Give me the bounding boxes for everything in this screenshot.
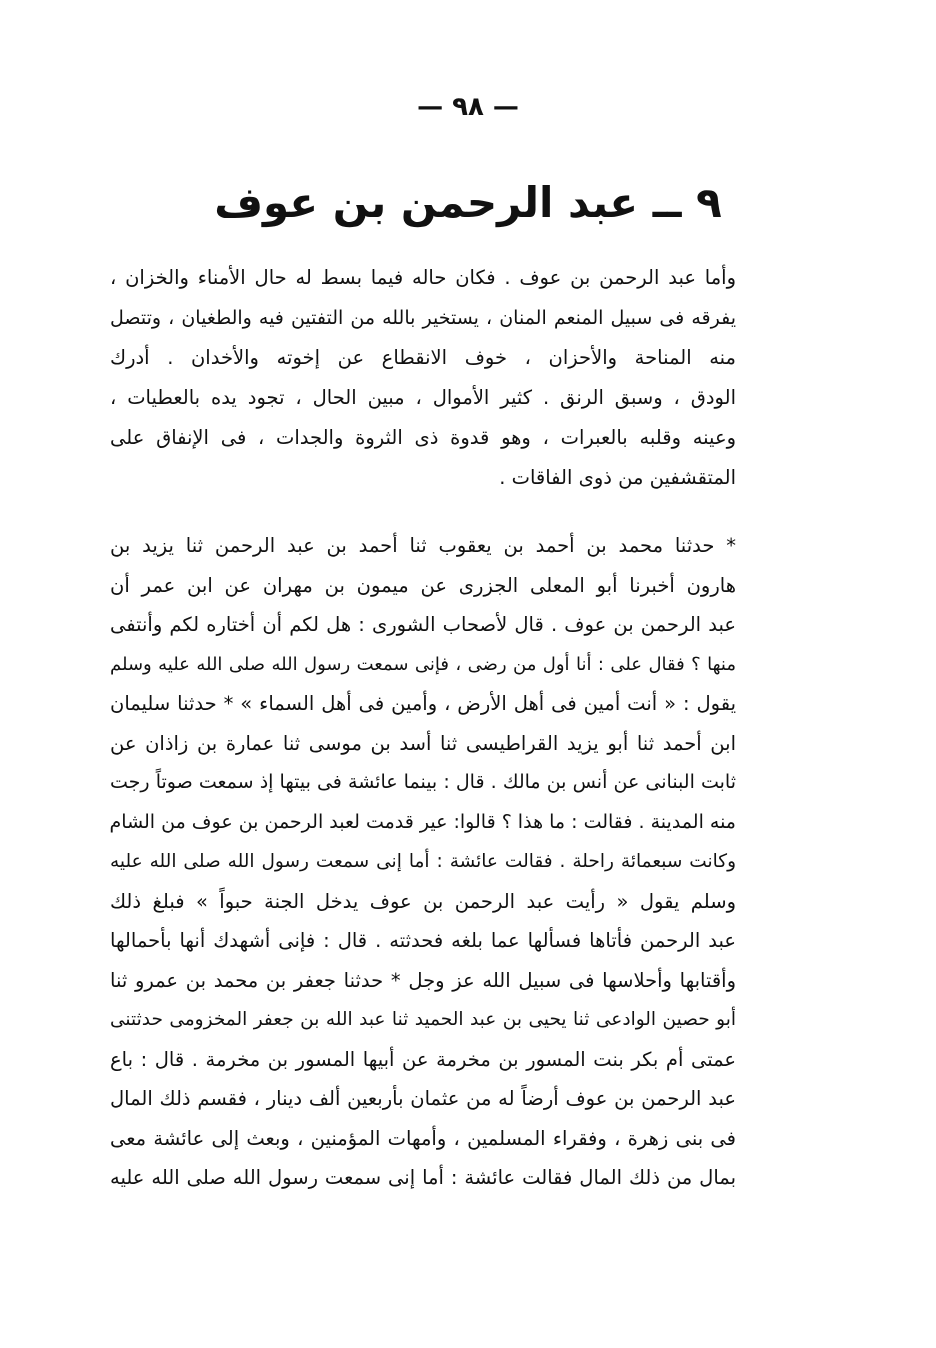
text-line: فى بنى زهرة ، وفقراء المسلمين ، وأمهات المؤمنين ، وبعث إلى عائشة معى <box>110 1126 736 1150</box>
text-line: منه المدينة . فقالت : ما هذا ؟ قالوا: عير قدمت لعبد الرحمن بن عوف من الشام <box>109 810 736 833</box>
text-line: الودق ، وسبق الرنق . كثير الأموال ، مبين الحال ، تجود يده بالعطيات ، <box>110 386 736 409</box>
text-line: عبد الرحمن بن عوف أرضاً له من عثمان بأربعين ألف دينار ، فقسم ذلك المال <box>110 1087 736 1110</box>
text-line: بمال من ذلك المال فقالت عائشة : أما إنى سمعت رسول الله صلى الله عليه <box>110 1166 736 1189</box>
text-line: المتقشفين من ذوى الفاقات . <box>499 466 736 489</box>
text-line: وسلم يقول « رأيت عبد الرحمن بن عوف يدخل الجنة حبواً » فبلغ ذلك <box>110 889 736 913</box>
text-line: يفرقه فى سبيل المنعم المنان ، يستخير بالله من التفتين فيه والطغيان ، وتتصل <box>110 307 736 329</box>
text-line: * حدثنا محمد بن أحمد بن يعقوب ثنا أحمد بن عبد الرحمن ثنا يزيد بن <box>110 534 736 557</box>
text-line: وكانت سبعمائة راحلة . فقالت عائشة : أما إنى سمعت رسول الله صلى الله عليه <box>110 851 736 872</box>
text-line: ابن أحمد ثنا أبو يزيد القراطيسى ثنا أسد بن موسى ثنا عمارة بن زاذان عن <box>110 731 736 755</box>
text-line: يقول : « أنت أمين فى أهل الأرض ، وأمين فى أهل السماء » * حدثنا سليمان <box>110 692 736 715</box>
text-line: هارون أخبرنا أبو المعلى الجزرى عن ميمون بن مهران عن ابن عمر أن <box>110 573 736 597</box>
text-line: وأقتابها وأحلاسها فى سبيل الله عز وجل * حدثنا جعفر بن محمد بن عمرو ثنا <box>110 968 736 992</box>
hadith-paragraph <box>110 526 736 1198</box>
text-line: وعينه وقلبه بالعبرات ، وهو قدوة ذى الثروة والجدات ، فى الإنفاق على <box>110 426 736 449</box>
text-line: وأما عبد الرحمن بن عوف . فكان حاله فيما بسط له حال الأمناء والخزان ، <box>110 266 736 289</box>
text-line: عبد الرحمن فأتاها فسألها عما بلغه فحدثته . قال : فإنى أشهدك أنها بأحمالها <box>110 929 736 952</box>
intro-paragraph <box>110 258 736 498</box>
chapter-title: ٩ ــ عبد الرحمن بن عوف <box>214 178 722 227</box>
text-line: ثابت البنانى عن أنس بن مالك . قال : بينما عائشة فى بيتها إذ سمعت صوتاً رجت <box>110 771 736 793</box>
text-line: منه المناحة والأحزان ، خوف الانقطاع عن إخوته والأخدان . أدرك <box>110 346 736 369</box>
text-line: عبد الرحمن بن عوف . قال لأصحاب الشورى : هل لكم أن أختاره لكم وأنتفى <box>110 613 736 636</box>
page-number: — ٩٨ — <box>417 92 519 122</box>
text-line: أبو حصين الوادعى ثنا يحيى بن عبد الحميد ثنا عبد الله بن جعفر المخزومى حدثتنى <box>110 1009 736 1030</box>
text-line: عمتى أم بكر بنت المسور بن مخرمة عن أبيها المسور بن مخرمة . قال : باع <box>110 1047 736 1071</box>
text-line: منها ؟ فقال على : أنا أول من رضى ، فإنى سمعت رسول الله صلى الله عليه وسلم <box>110 653 736 675</box>
